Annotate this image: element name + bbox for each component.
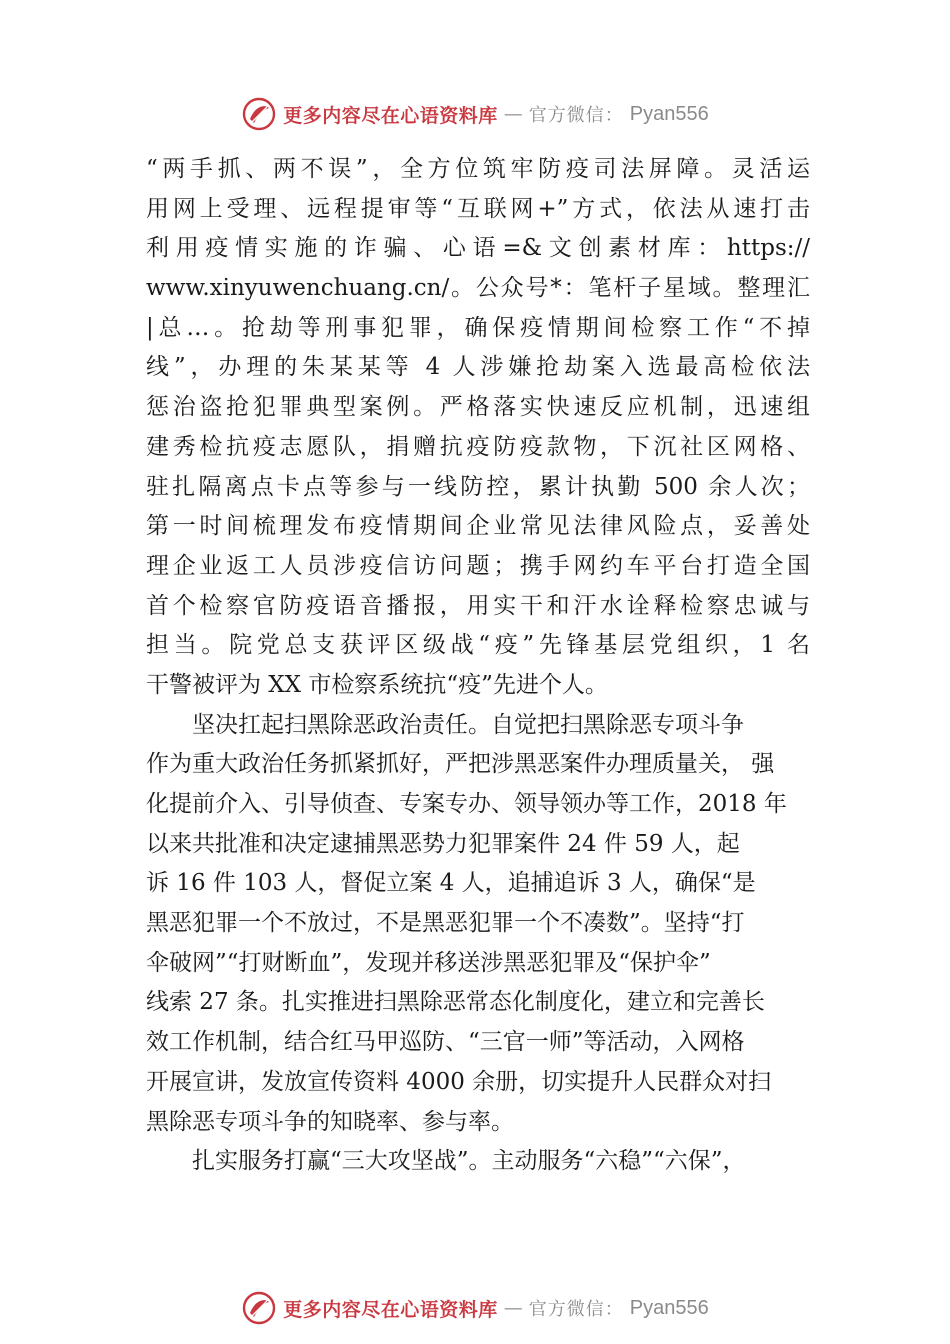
text-line: 干警被评为 XX 市检察系统抗“疫”先进个人。	[146, 671, 608, 698]
banner-wechat-id: Pyan556	[629, 102, 709, 125]
document-body	[146, 150, 810, 1182]
text-line: 惩治盗抢犯罪典型案例。严格落实快速反应机制，迅速组	[146, 394, 810, 421]
text-line: 利用疫情实施的诈骗、心语=&文创素材库：https://	[146, 235, 810, 262]
text-line: 黑除恶专项斗争的知晓率、参与率。	[146, 1108, 514, 1135]
banner-brand-text: 更多内容尽在心语资料库	[283, 104, 498, 127]
text-line: 线”，办理的朱某某等 4 人涉嫌抢劫案入选最高检依法	[146, 354, 810, 381]
text-line: 线索 27 条。扎实推进扫黑除恶常态化制度化，建立和完善长	[146, 989, 765, 1016]
text-line: 效工作机制，结合红马甲巡防、“三官一师”等活动，入网格	[146, 1029, 745, 1056]
text-line: 担当。院党总支获评区级战“疫”先锋基层党组织，1 名	[146, 632, 810, 659]
text-line: 黑恶犯罪一个不放过，不是黑恶犯罪一个不凑数”。坚持“打	[146, 910, 745, 937]
text-line: “两手抓、两不误”，全方位筑牢防疫司法屏障。灵活运	[146, 156, 810, 182]
text-line: 作为重大政治任务抓紧抓好，严把涉黑恶案件办理质量关， 强	[146, 751, 775, 778]
brand-logo-icon	[241, 1290, 277, 1326]
text-line: www.xinyuwenchuang.cn/。公众号*：笔杆子星域。整理汇	[146, 275, 810, 302]
banner-wechat-label: 官方微信：	[528, 1299, 624, 1320]
banner-dash: —	[503, 1297, 523, 1319]
text-line: 第一时间梳理发布疫情期间企业常见法律风险点，妥善处	[146, 513, 810, 540]
banner-brand-text: 更多内容尽在心语资料库	[283, 1298, 498, 1321]
text-line: 诉 16 件 103 人，督促立案 4 人，追捕追诉 3 人，确保“是	[146, 870, 756, 897]
text-line: 化提前介入、引导侦查、专案专办、领导领办等工作，2018 年	[146, 791, 787, 817]
text-line: 用网上受理、远程提审等“互联网+”方式，依法从速打击	[146, 195, 810, 222]
footer-banner	[0, 1288, 950, 1328]
text-line: |总…。抢劫等刑事犯罪，确保疫情期间检察工作“不掉	[146, 314, 810, 341]
text-line: 驻扎隔离点卡点等参与一线防控，累计执勤 500 余人次；	[146, 473, 810, 500]
banner-wechat-label: 官方微信：	[528, 105, 624, 126]
text-line: 理企业返工人员涉疫信访问题；携手网约车平台打造全国	[146, 552, 810, 579]
text-line: 建秀检抗疫志愿队，捐赠抗疫防疫款物，下沉社区网格、	[146, 433, 810, 460]
text-line: 以来共批准和决定逮捕黑恶势力犯罪案件 24 件 59 人，起	[146, 830, 740, 857]
paragraph-start-line: 扎实服务打赢“三大攻坚战”。主动服务“六稳”“六保”，	[192, 1148, 746, 1175]
text-line: 伞破网”“打财断血”，发现并移送涉黑恶犯罪及“保护伞”	[146, 949, 711, 976]
banner-wechat-id: Pyan556	[629, 1296, 709, 1319]
brand-logo-icon	[241, 96, 277, 132]
text-line: 开展宣讲，发放宣传资料 4000 余册，切实提升人民群众对扫	[146, 1068, 772, 1095]
header-banner	[0, 94, 950, 134]
paragraph-start-line: 坚决扛起扫黑除恶政治责任。自觉把扫黑除恶专项斗争	[192, 711, 744, 738]
text-line: 首个检察官防疫语音播报，用实干和汗水诠释检察忠诚与	[146, 592, 810, 619]
banner-dash: —	[503, 103, 523, 125]
